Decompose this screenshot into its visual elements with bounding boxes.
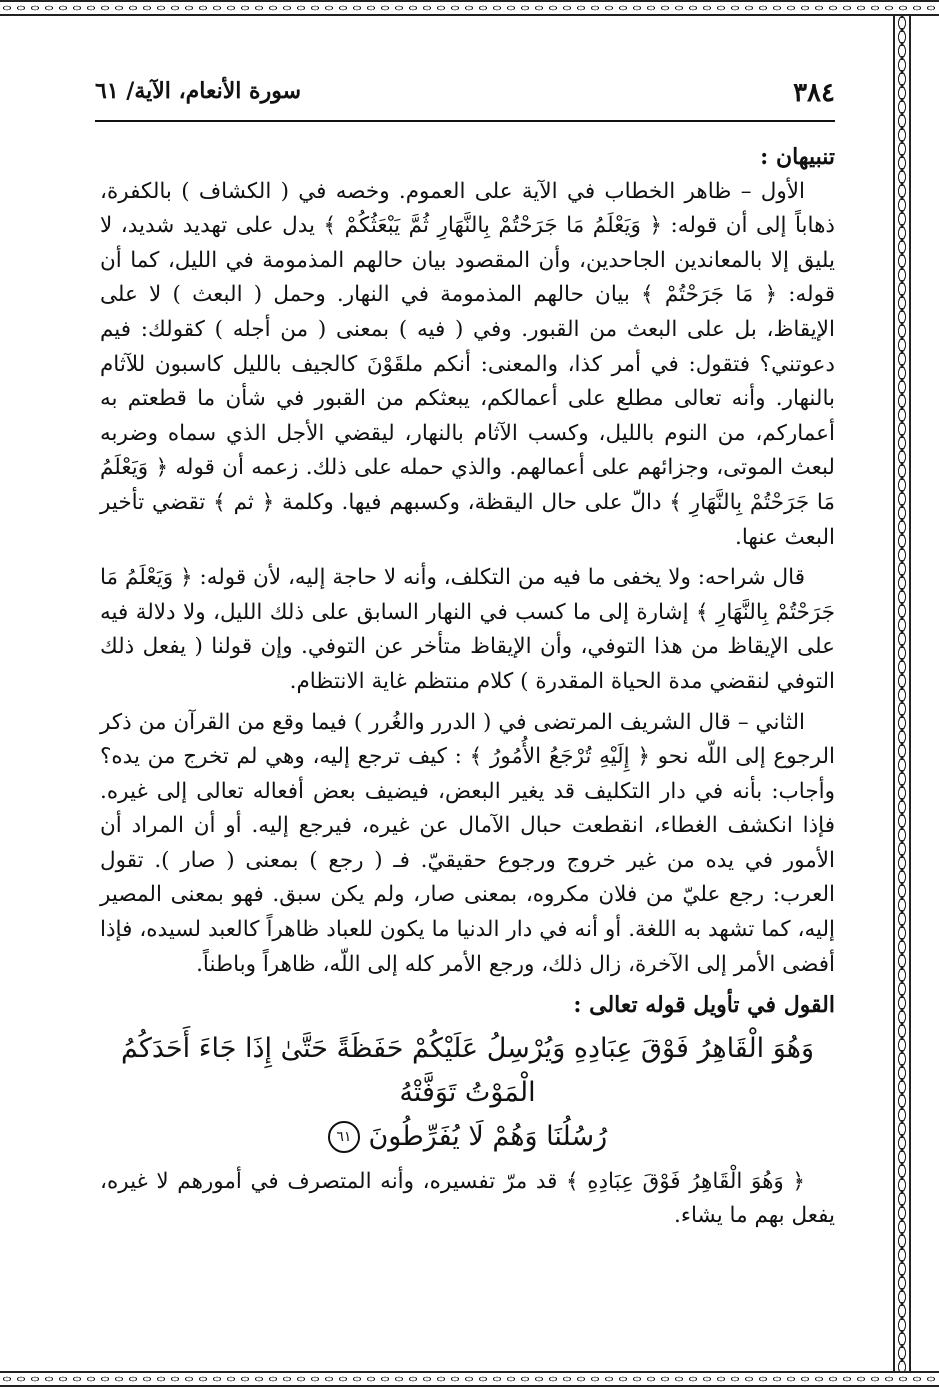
paragraph-second-note: الثاني – قال الشريف المرتضى في ( الدرر والغُرر ) فيما وقع من القرآن من ذكر الرجوع إلى اللّه نحو ﴿ إِلَيْهِ تُرْجَعُ الأُمُورُ ﴾ : كيف ترجع إليه، وهي لم تخرج من يده؟ وأجاب: بأنه في دار التكليف قد يغير البعض، فيضيف بعض أفعاله تعالى إلى غيره. فإذا انكشف الغطاء، انقطعت حبال الآمال عن غيره، فيرجع إليه. أو أن المراد أن الأمور في يده من غير خروج ورجوع حقيقيّ. فـ ( رجع ) بمعنى ( صار ). تقول العرب: رجع عليّ من فلان مكروه، بمعنى صار، ولم يكن سبق. فهو بمعنى المصير إليه، كما تشهد به اللغة. أو أنه في دار الدنيا ما يكون للعباد ظاهراً كالعبد لسيده، فإذا أفضى الأمر إلى الآخرة، زال ذلك، ورجع الأمر كله إلى اللّه، ظاهراً وباطناً. [100,709,835,977]
border-top-ornament [0,0,939,16]
border-right-ornament [893,16,911,1371]
section-heading-interpretation: القول في تأويل قوله تعالى : [573,992,835,1019]
surah-reference: سورة الأنعام، الآية/ ٦١ [95,78,301,104]
header-rule [95,120,835,122]
border-bottom-ornament [0,1371,939,1387]
paragraph-first-note: الأول – ظاهر الخطاب في الآية على العموم. وخصه في ( الكشاف ) بالكفرة، ذهاباً إلى أن قوله: ﴿ وَيَعْلَمُ مَا جَرَحْتُمْ بِالنَّهَارِ ثُمَّ يَبْعَثُكُمْ ﴾ يدل على تهديد شديد، لا يليق إلا بالمعاندين الجاحدين، وأن المقصود بيان حالهم المذمومة في الليل، كما أن قوله: ﴿ مَا جَرَحْتُمْ ﴾ بيان حالهم المذمومة في النهار. وحمل ( البعث ) لا على الإيقاظ، بل على البعث من القبور. وفي ( فيه ) بمعنى ( من أجله ) كقولك: فيم دعوتني؟ فتقول: في أمر كذا، والمعنى: أنكم ملقَوْنَ كالجيف بالليل كاسبون للآثام بالنهار. وأنه تعالى مطلع على أعمالكم، يبعثكم من القبور في شأن ما قطعتم به أعماركم، من النوم بالليل، وكسب الآثام بالنهار، ليقضي الأجل الذي سماه وضربه لبعث الموتى، وجزائهم على أعمالهم. والذي حمله على ذلك. زعمه أن قوله ﴿ وَيَعْلَمُ مَا جَرَحْتُمْ بِالنَّهَارِ ﴾ دالّ على حال اليقظة، وكسبهم فيها. وكلمة ﴿ ثم ﴾ تقضي تأخير البعث عنها. [100,178,835,550]
ayah-number-icon: ٦١ [328,1121,360,1153]
quran-verse [100,1027,835,1159]
page-number: ٣٨٤ [793,78,835,108]
verse-line-2 [100,1115,835,1159]
verse-line-1: وَهُوَ الْقَاهِرُ فَوْقَ عِبَادِهِ وَيُرْسِلُ عَلَيْكُمْ حَفَظَةً حَتَّىٰ إِذَا جَاءَ أَحَدَكُمُ الْمَوْتُ تَوَفَّتْهُ [121,1032,814,1108]
page-header [95,74,835,114]
paragraph-commentators: قال شراحه: ولا يخفى ما فيه من التكلف، وأنه لا حاجة إليه، لأن قوله: ﴿ وَيَعْلَمُ مَا جَرَحْتُمْ بِالنَّهَارِ ﴾ إشارة إلى ما كسب في النهار السابق على ذلك الليل، ولا دلالة فيه على الإيقاظ من هذا التوفي، وأن الإيقاظ متأخر عن التوفي. وإن قولنا ( يفعل ذلك التوفي لنقضي مدة الحياة المقدرة ) كلام منتظم غاية الانتظام. [100,565,835,694]
section-heading-notes: تنبيهان : [760,144,835,170]
verse-line-2-text: رُسُلُنَا وَهُمْ لَا يُفَرِّطُونَ [368,1120,608,1152]
page-body [100,140,835,1234]
paragraph-verse-commentary: ﴿ وَهُوَ الْقَاهِرُ فَوْقَ عِبَادِهِ ﴾ قد مرّ تفسيره، وأنه المتصرف في أمورهم لا غيره، يفعل بهم ما يشاء. [100,1168,835,1229]
